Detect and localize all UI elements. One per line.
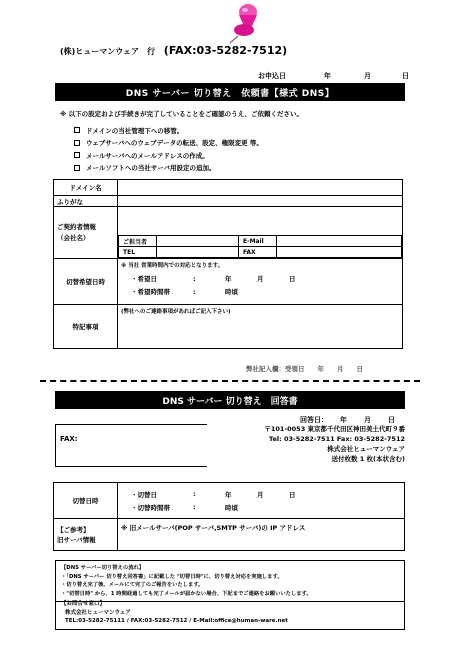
flow-title: 【DNS サーバー切り替えの流れ】 bbox=[61, 565, 145, 571]
tel-label: TEL bbox=[119, 247, 157, 258]
request-date bbox=[258, 71, 409, 81]
special-notes-label: 特記事項 bbox=[54, 305, 118, 349]
contractor-label-text: ご契約者情報 bbox=[57, 222, 96, 231]
switch-date-label: 切替希望日時 bbox=[54, 259, 118, 305]
checkbox-icon[interactable] bbox=[74, 152, 80, 158]
furigana-field[interactable] bbox=[118, 196, 403, 207]
switch-time-row: ・切替時間帯 : 時頃 bbox=[131, 503, 238, 512]
request-form bbox=[53, 179, 403, 349]
sender-company: 株式会社ヒューマンウェア bbox=[327, 445, 405, 453]
recipient-name: (株)ヒューマンウェア 行 bbox=[60, 47, 155, 56]
company-label-text: （会社名） bbox=[57, 233, 90, 242]
fax-field[interactable] bbox=[277, 247, 402, 258]
reply-form bbox=[53, 482, 405, 551]
flow-notes bbox=[55, 560, 405, 602]
sender-phones: Tel: 03-5282-7511 Fax: 03-5282-7512 bbox=[268, 435, 405, 443]
domain-label: ドメイン名 bbox=[54, 180, 118, 196]
sender-pages: 送付枚数 1 枚(本状含む) bbox=[331, 455, 405, 463]
sender-address: 〒101-0053 東京都千代田区神田美土代町９番 bbox=[264, 425, 405, 433]
office-use-line: 弊社記入欄：受領日 年 月 日 bbox=[246, 365, 363, 373]
request-date-day: 日 bbox=[402, 72, 409, 80]
checkbox-icon[interactable] bbox=[74, 140, 80, 146]
fax-label: FAX bbox=[239, 247, 277, 258]
switch-date-row: ・切替日 : 年 月 日 bbox=[131, 490, 296, 499]
cut-line bbox=[40, 380, 420, 382]
reply-date-year: 年 bbox=[340, 416, 347, 424]
contractor-label bbox=[54, 207, 118, 259]
checkbox-icon[interactable] bbox=[74, 127, 80, 133]
reply-date-day: 日 bbox=[388, 416, 395, 424]
switch-date-cell[interactable] bbox=[118, 259, 403, 305]
checklist-item[interactable]: メールサーバへのメールアドレスの作成。 bbox=[74, 149, 263, 162]
checklist-item[interactable]: メールソフトへの当社サーバ用設定の追加。 bbox=[74, 162, 263, 175]
recipient-fax: (FAX:03-5282-7512) bbox=[163, 44, 288, 57]
contact-company: 株式会社ヒューマンウェア bbox=[65, 609, 131, 616]
domain-field[interactable] bbox=[118, 180, 403, 196]
checklist-item[interactable]: ドメインの当社管理下への移管。 bbox=[74, 124, 263, 137]
confirm-note: ※ 以下の設定および手続きが完了していることをご確認のうえ、ご依頼ください。 bbox=[60, 110, 303, 118]
special-notes-field[interactable] bbox=[118, 305, 403, 349]
recipient-line bbox=[60, 44, 287, 57]
old-server-note: ※ 旧メールサーバ(POP サーバ,SMTP サーバ)の IP アドレス bbox=[121, 524, 306, 532]
request-date-label: お申込日 bbox=[258, 72, 286, 80]
request-date-month: 月 bbox=[364, 72, 371, 80]
checklist-item[interactable]: ウェブサーバへのウェブデータの転送、設定、権限変更 等。 bbox=[74, 137, 263, 150]
reply-fax-label: FAX: bbox=[60, 435, 78, 443]
email-field[interactable] bbox=[277, 236, 402, 247]
furigana-label: ふりがな bbox=[54, 196, 118, 207]
contact-line: TEL:03-5282-75111 / FAX:03-5282-7512 / E-Mail:office@human-ware.net bbox=[65, 618, 288, 624]
desired-time-row: ・希望時間帯 : 時頃 bbox=[131, 287, 238, 296]
checklist bbox=[74, 124, 263, 174]
reply-switch-cell[interactable] bbox=[118, 483, 405, 519]
reply-switch-label: 切替日時 bbox=[54, 483, 118, 519]
reply-date-label: 回答日： bbox=[300, 416, 328, 424]
email-label: E-Mail bbox=[239, 236, 277, 247]
pushpin-icon bbox=[226, 2, 266, 44]
request-title: DNS サーバー 切り替え 依頼書【様式 DNS】 bbox=[55, 83, 405, 101]
checkbox-icon[interactable] bbox=[74, 165, 80, 171]
reply-fax-field[interactable] bbox=[55, 424, 207, 467]
flow-line: ・切り替え完了後、メールにて完了のご報告をいたします。 bbox=[61, 582, 204, 588]
contact-info bbox=[55, 597, 405, 630]
old-server-field[interactable] bbox=[118, 519, 405, 551]
company-field[interactable] bbox=[118, 207, 402, 235]
sender-info bbox=[207, 424, 405, 464]
tel-field[interactable] bbox=[157, 247, 239, 258]
reply-date-month: 月 bbox=[364, 416, 371, 424]
reference-label: 【ご参考】 旧サーバ情報 bbox=[54, 519, 118, 551]
contact-person-field[interactable] bbox=[157, 236, 239, 247]
business-hours-note: ※ 当社 営業時間内での対応となります。 bbox=[121, 263, 224, 269]
flow-line: ・「DNS サーバー 切り替え回答書」に記載した "切替日時"に、切り替え対応を実施します。 bbox=[61, 573, 283, 580]
contact-grid bbox=[118, 235, 402, 258]
desired-date-row: ・希望日 : 年 月 日 bbox=[131, 274, 296, 283]
request-date-year: 年 bbox=[324, 72, 331, 80]
special-notes-hint: (弊社へのご連絡事項があればご記入下さい) bbox=[121, 309, 231, 315]
reply-title: DNS サーバー 切り替え 回答書 bbox=[55, 391, 405, 409]
flow-line: ・"切替日時" から、1 時間経過しても完了メールが届かない場合、下記までご連絡をお願いいたします。 bbox=[61, 590, 312, 597]
contact-person-label: ご担当者 bbox=[119, 236, 157, 247]
contact-title: 【お問合せ窓口】 bbox=[61, 601, 106, 607]
